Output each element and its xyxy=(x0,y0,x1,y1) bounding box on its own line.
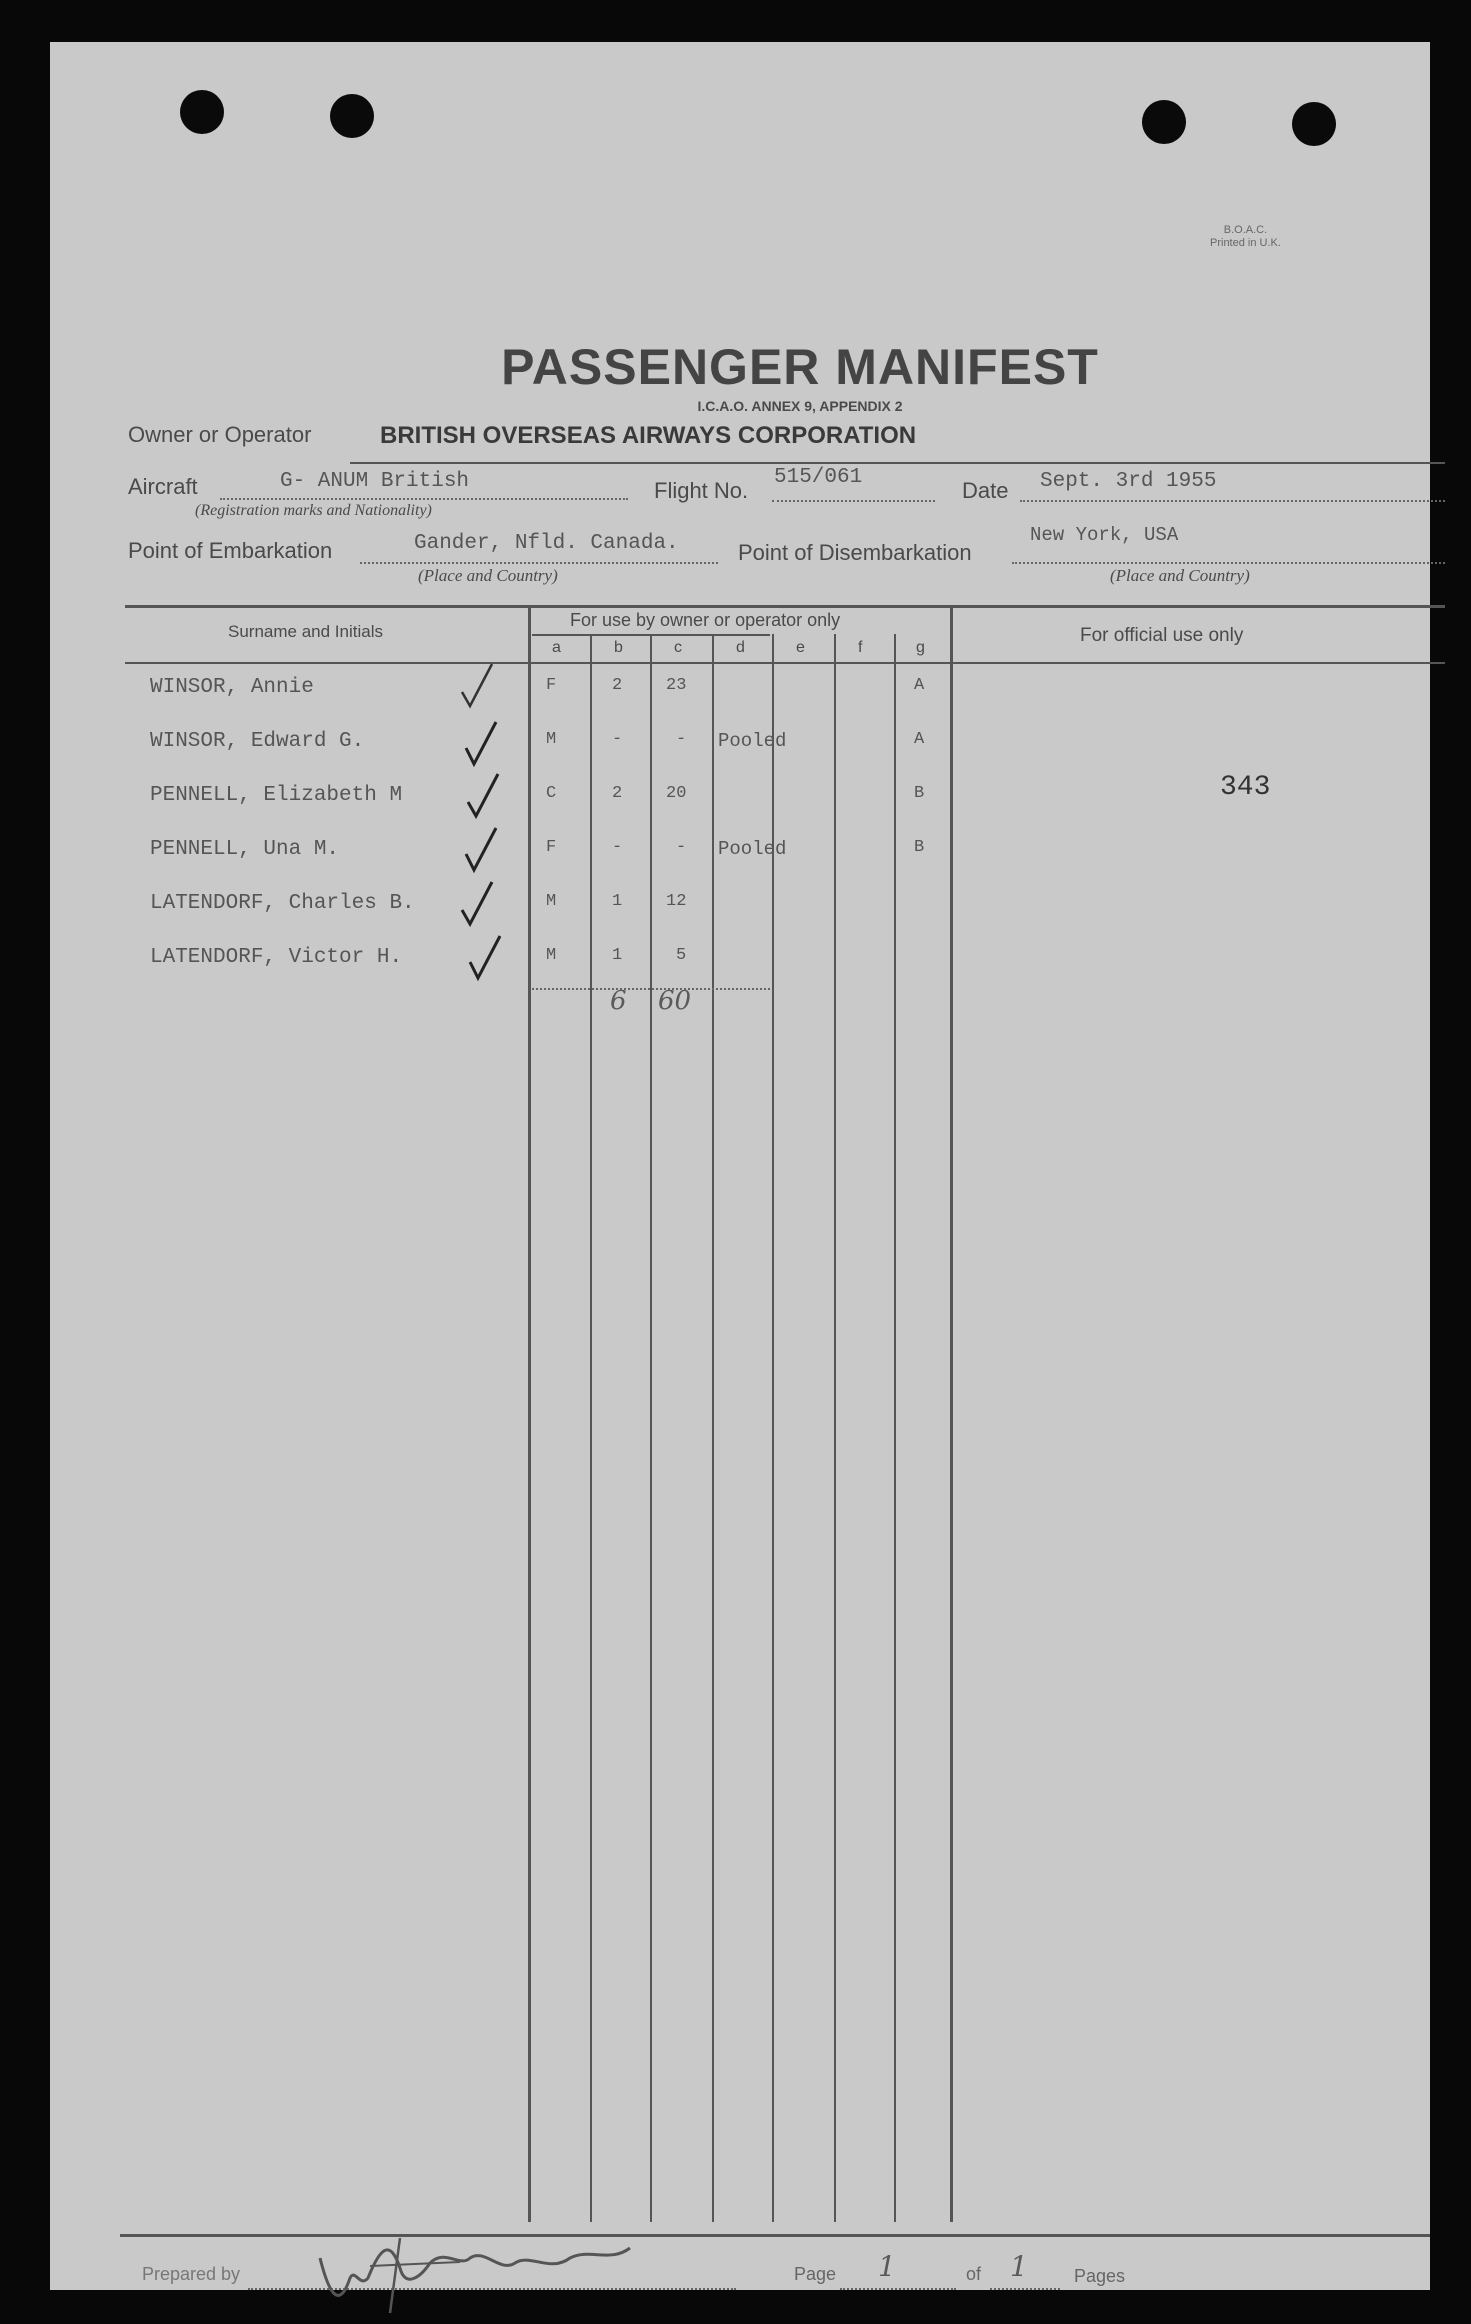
cell-c: 12 xyxy=(666,892,687,911)
disembarkation-caption: (Place and Country) xyxy=(1110,566,1250,585)
cell-c: 5 xyxy=(676,946,687,965)
cell-b: 2 xyxy=(612,676,623,695)
passenger-name: WINSOR, Edward G. xyxy=(150,730,365,753)
cell-a: C xyxy=(546,784,557,803)
aircraft-caption: (Registration marks and Nationality) xyxy=(195,502,432,519)
disembarkation-underline xyxy=(1012,562,1445,564)
passenger-name: PENNELL, Una M. xyxy=(150,838,340,861)
of-value: 1 xyxy=(1010,2250,1028,2283)
owner-value: BRITISH OVERSEAS AIRWAYS CORPORATION xyxy=(380,422,917,449)
disembarkation-label: Point of Disembarkation xyxy=(738,540,972,565)
punch-hole xyxy=(180,90,224,134)
cell-a: M xyxy=(546,892,557,911)
check-mark-icon xyxy=(460,880,494,928)
cell-g: A xyxy=(914,730,925,749)
passenger-name: WINSOR, Annie xyxy=(150,676,314,699)
cell-g: B xyxy=(914,784,925,803)
cell-a: M xyxy=(546,730,557,749)
page-label: Page xyxy=(794,2264,837,2284)
punch-hole xyxy=(1142,100,1186,144)
page-line xyxy=(840,2288,956,2290)
manifest-page xyxy=(50,42,1430,2290)
embarkation-label: Point of Embarkation xyxy=(128,538,333,563)
cell-a: F xyxy=(546,838,557,857)
col-header-name: Surname and Initials xyxy=(228,622,383,641)
punch-hole xyxy=(330,94,374,138)
page-subtitle: I.C.A.O. ANNEX 9, APPENDIX 2 xyxy=(697,398,903,414)
col-divider xyxy=(950,605,953,2222)
cell-b: - xyxy=(612,730,623,749)
subcol-a: a xyxy=(552,639,561,656)
cell-b: 1 xyxy=(612,892,623,911)
printer-mark xyxy=(1210,224,1281,250)
total-c: 60 xyxy=(658,986,692,1016)
subcol-d: d xyxy=(736,639,745,656)
printer-mark-line2: Printed in U.K. xyxy=(1210,237,1281,249)
cell-c: - xyxy=(676,838,687,857)
col-divider xyxy=(712,634,714,2222)
page-value: 1 xyxy=(878,2250,896,2283)
date-label: Date xyxy=(962,478,1009,503)
subcol-c: c xyxy=(674,639,682,656)
total-b: 6 xyxy=(610,986,627,1016)
disembarkation-value: New York, USA xyxy=(1030,524,1179,546)
cell-b: - xyxy=(612,838,623,857)
cell-c: 20 xyxy=(666,784,687,803)
col-header-operator: For use by owner or operator only xyxy=(570,610,841,630)
page-title: PASSENGER MANIFEST xyxy=(501,339,1099,395)
col-divider xyxy=(650,634,652,2222)
embarkation-underline xyxy=(360,562,718,564)
prepared-by-label: Prepared by xyxy=(142,2264,241,2284)
check-mark-icon xyxy=(464,720,498,768)
printer-mark-line1: B.O.A.C. xyxy=(1223,224,1268,236)
cell-a: F xyxy=(546,676,557,695)
cell-g: A xyxy=(914,676,925,695)
date-value: Sept. 3rd 1955 xyxy=(1040,470,1217,493)
passenger-name: LATENDORF, Victor H. xyxy=(150,946,403,969)
header-bottom-rule xyxy=(125,662,1445,664)
cell-b: 1 xyxy=(612,946,623,965)
col-header-official: For official use only xyxy=(1080,625,1244,646)
col-divider xyxy=(772,634,774,2222)
col-divider xyxy=(894,634,896,2222)
aircraft-label: Aircraft xyxy=(128,474,198,499)
aircraft-value: G- ANUM British xyxy=(280,470,470,493)
check-mark-icon xyxy=(464,826,498,874)
flight-value: 515/061 xyxy=(774,466,863,489)
subcol-f: f xyxy=(858,639,863,656)
embarkation-caption: (Place and Country) xyxy=(418,566,558,585)
flight-label: Flight No. xyxy=(654,478,749,503)
col-divider xyxy=(834,634,836,2222)
official-number: 343 xyxy=(1220,772,1271,803)
col-divider xyxy=(590,634,592,2222)
cell-g: B xyxy=(914,838,925,857)
table-top-rule xyxy=(125,605,1445,608)
check-mark-icon xyxy=(466,772,500,820)
embarkation-value: Gander, Nfld. Canada. xyxy=(414,532,679,555)
cell-c: 23 xyxy=(666,676,687,695)
totals-rule xyxy=(532,988,770,990)
cell-d: Pooled xyxy=(718,730,787,752)
cell-b: 2 xyxy=(612,784,623,803)
pages-label: Pages xyxy=(1074,2266,1126,2286)
check-mark-icon xyxy=(468,934,502,982)
passenger-name: LATENDORF, Charles B. xyxy=(150,892,415,915)
owner-label: Owner or Operator xyxy=(128,422,312,447)
punch-hole xyxy=(1292,102,1336,146)
passenger-name: PENNELL, Elizabeth M xyxy=(150,784,403,807)
date-underline xyxy=(1020,500,1445,502)
owner-underline xyxy=(350,462,1445,464)
check-mark-icon xyxy=(460,662,494,710)
of-line xyxy=(990,2288,1060,2290)
aircraft-underline xyxy=(220,498,628,500)
subcol-e: e xyxy=(796,639,805,656)
of-label: of xyxy=(966,2264,982,2284)
flight-underline xyxy=(772,500,935,502)
col-divider xyxy=(528,605,531,2222)
cell-a: M xyxy=(546,946,557,965)
subcol-g: g xyxy=(916,639,925,656)
subcol-b: b xyxy=(614,639,623,656)
cell-d: Pooled xyxy=(718,838,787,860)
cell-c: - xyxy=(676,730,687,749)
signature xyxy=(310,2218,650,2318)
